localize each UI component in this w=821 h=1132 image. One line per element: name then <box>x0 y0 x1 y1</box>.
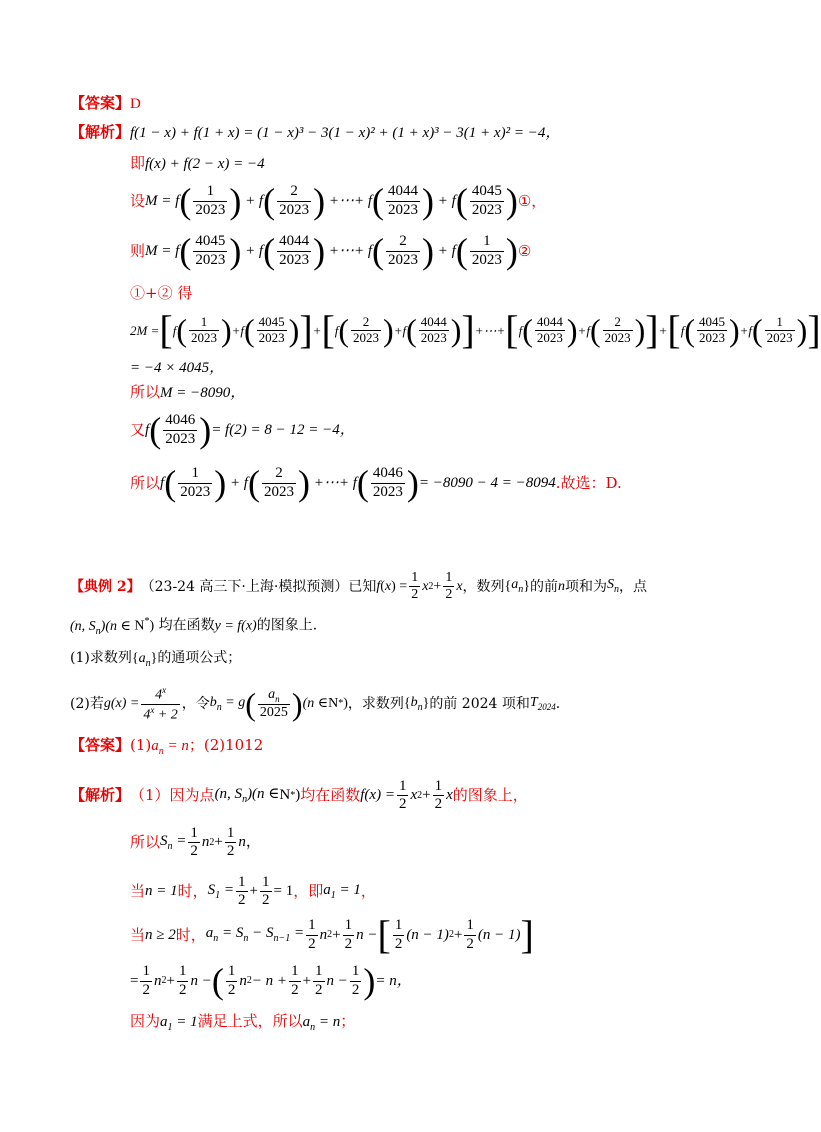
example2-analysis-line-5: = $\frac{1}{2}$ n 2 + $\frac{1}{2}$ n − ( $\frac{1}{2}$ n 2 − n + $\frac{1}{2}$ + $\frac{1}{2}$ n − $\frac{1}{2}$ ) = n， <box>130 961 412 1001</box>
final-sum-line: 所以 f ( $\frac{1}{2023}$ ) + f ( $\frac{2}{2023}$ ) +⋯+ f ( $\frac{4046}{2023}$ ) = −8090 − 4 = −8094 .故选：D. <box>130 463 622 503</box>
example-label: 【典例 2】 <box>70 578 141 595</box>
combine-line: ①+② 得 <box>130 284 193 302</box>
example2-q1: (1)求数列$\{a_n\}$的通项公式； <box>70 650 242 669</box>
example2-analysis-line-6: 因为$a_1 = 1$满足上式，所以$a_n = n$； <box>130 1012 356 1033</box>
example2-answer: 【答案】$(1)a_n = n$；(2)1012 <box>70 736 264 757</box>
answer-line <box>70 96 141 112</box>
example2-analysis-line-4: 当 n ≥ 2 时， $a_n = S_n - S_{n-1}$ = $\frac{1}{2}$ n 2 + $\frac{1}{2}$ n − [ $\frac{1}{2}$ (n − 1) 2 + $\frac{1}{2}$ (n − 1) ] <box>130 912 534 957</box>
lead-text: 则 <box>130 241 146 260</box>
answer-label: 【答案】 <box>70 94 131 112</box>
example2-question-line-1: 【典例 2】 （23-24 高三下·上海·模拟预测）已知 f ( x ) = $\frac{1}{2}$ x 2 + $\frac{1}{2}$ x ，数列 { $a_n$ } 的前 n 项和为 $S_n$ ，点 <box>70 570 647 603</box>
circle-1: ①， <box>517 191 547 210</box>
functional-equation: f(x) + f(2 − x) = −4 <box>145 156 265 172</box>
analysis-label: 【解析】 <box>70 123 131 141</box>
identity-equation: f(1 − x) + f(1 + x) = (1 − x)³ − 3(1 − x)² + (1 + x)³ − 3(1 + x)² = −4， <box>130 125 561 141</box>
example2-analysis-line-2: 所以 $S_n$ = $\frac{1}{2}$ n 2 + $\frac{1}{2}$ n ， <box>130 825 261 860</box>
analysis-line-1 <box>70 125 560 141</box>
example2-analysis-line-1: 【解析】 （1）因为点 (n, $S_n)(n$ ∈ N * ) 均在函数 f(x) = $\frac{1}{2}$ x 2 + $\frac{1}{2}$ x 的图象上， <box>70 778 528 813</box>
lead-text: 设 <box>130 191 146 210</box>
answer-value: D <box>130 96 141 112</box>
product-line: = −4 × 4045， <box>130 360 225 376</box>
example2-analysis-line-3: 当 n = 1 时， $S_1$ = $\frac{1}{2}$ + $\frac{1}{2}$ = 1 ，即 $a_1 = 1$ ， <box>130 874 376 909</box>
double-sum-line: 2M = [ f ( $\frac{1}{2023}$ ) +f ( $\frac{4045}{2023}$ ) ] + [ f ( $\frac{2}{2023}$ ) +f ( $\frac{4044}{2023}$ ) ] +⋯+ [ f ( $\frac{4044}{2023}$ ) +f ( $\frac{2}{2023}$ ) ] + [ f ( $\frac{4045}{2023}$ ) +f ( $\frac{1}{2023}$ ) ] <box>130 307 821 352</box>
sum-reverse-line: 则 M = f ( $\frac{4045}{2023}$ ) + f ( $\frac{4044}{2023}$ ) +⋯+ f ( $\frac{2}{2023}$ ) + f ( $\frac{1}{2023}$ ) ② <box>130 231 532 271</box>
example2-q2: (2)若 g(x) = $\frac{4^x}{4^x + 2}$ ，令 $b_n = g$ ( $\frac{a_n}{2025}$ ) (n ∈ N * ) ，求数列 { $b_n$ } 的前 2024 项和 $T_{2024}$ . <box>70 685 561 723</box>
circle-2: ② <box>517 241 532 260</box>
sum-definition-line: 设 M = f ( $\frac{1}{2023}$ ) + f ( $\frac{2}{2023}$ ) +⋯+ f ( $\frac{4044}{2023}$ ) + f ( $\frac{4045}{2023}$ ) ①， <box>130 181 547 221</box>
lead-text: 即 <box>130 154 146 172</box>
middle-term-line: 又 f ( $\frac{4046}{2023}$ ) = f(2) = 8 − 12 = −4， <box>130 410 355 450</box>
result-m-line: 所以M = −8090， <box>130 383 246 401</box>
example2-question-line-2: (n, $S_n)(n$ ∈ N*) 均在函数y = f(x)的图象上. <box>70 616 318 637</box>
analysis-line-2 <box>130 156 265 172</box>
